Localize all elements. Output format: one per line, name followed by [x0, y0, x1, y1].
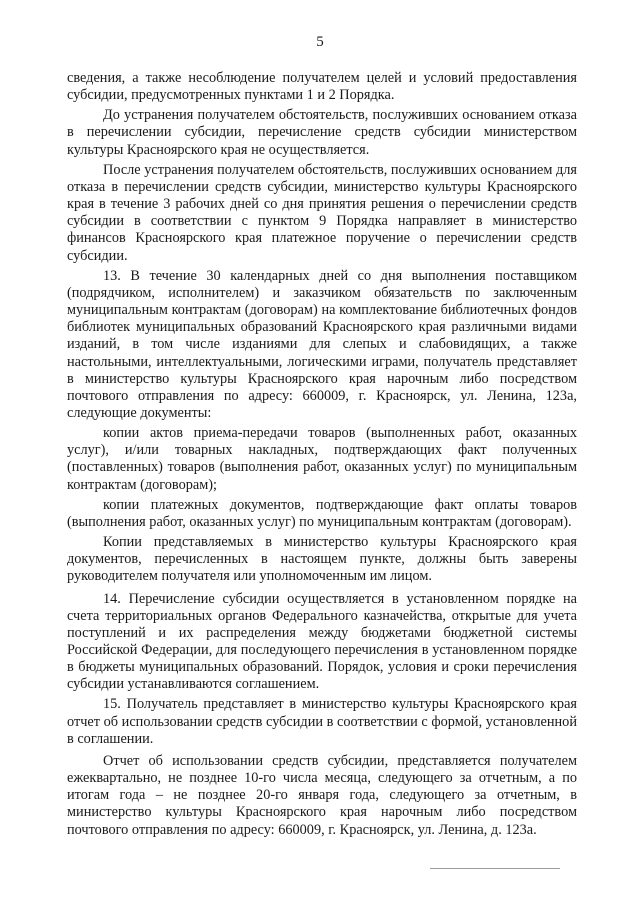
- paragraph-report: Отчет об использовании средств субсидии, представляется получателем ежеквартально, не позднее 10-го числа месяца, следующего за отчетным, а по итогам года – не позднее 20-го января года, следующего за отчетным, в министерство культуры Красноярского края нарочным либо посредством почтового отправления по адресу: 660009, г. Красноярск, ул. Ленина, д. 123а.: [67, 752, 577, 838]
- paragraph-item-14: 14. Перечисление субсидии осуществляется в установленном порядке на счета территориальных органов Федерального казначейства, открытые для учета поступлений и их распределения между бюджетами бюджетной системы Российской Федерации, для последующего перечисления в установленном порядке в бюджеты муниципальных образований. Порядок, условия и сроки перечисления субсидии устанавливаются соглашением.: [67, 590, 577, 693]
- paragraph-payment-copies: копии платежных документов, подтверждающие факт оплаты товаров (выполнения работ, оказанных услуг) по муниципальным контрактам (договорам).: [67, 496, 577, 530]
- paragraph-acts-copies: копии актов приема-передачи товаров (выполненных работ, оказанных услуг), и/или товарных накладных, подтверждающих факт полученных (поставленных) товаров (выполнения работ, оказанных услуг) по муниципальным контрактам (договорам);: [67, 425, 577, 493]
- paragraph-after-elimination: После устранения получателем обстоятельств, послуживших основанием для отказа в перечислении средств субсидии, министерство культуры Красноярского края в течение 3 рабочих дней со дня принятия решения о перечислении средств субсидии в соответствии с пунктом 9 Порядка направляет в министерство финансов Красноярского края платежное поручение о перечислении средств субсидии.: [67, 161, 577, 264]
- paragraph-certification: Копии представляемых в министерство культуры Красноярского края документов, перечисленных в настоящем пункте, должны быть заверены руководителем получателя или уполномоченным им лицом.: [67, 534, 577, 585]
- scan-artifact-line: [430, 868, 560, 869]
- paragraph-item-13: 13. В течение 30 календарных дней со дня выполнения поставщиком (подрядчиком, исполнителем) и заказчиком обязательств по заключенным муниципальным контрактам (договорам) на комплектование библиотечных фондов библиотек муниципальных образований Красноярского края различными видами изданий, в том числе изданиями для слепых и слабовидящих, а также настольными, интеллектуальными, логическими играми, получатель представляет в министерство культуры Красноярского края нарочным либо посредством почтового отправления по адресу: 660009, г. Красноярск, ул. Ленина, 123а, следующие документы:: [67, 267, 577, 421]
- page-number: 5: [316, 34, 324, 50]
- paragraph-refusal-elimination: До устранения получателем обстоятельств, послуживших основанием отказа в перечислении субсидии, перечисление средств субсидии министерством культуры Красноярского края не осуществляется.: [67, 107, 577, 158]
- paragraph-continuation: сведения, а также несоблюдение получателем целей и условий предоставления субсидии, предусмотренных пунктами 1 и 2 Порядка.: [67, 70, 577, 104]
- document-body: [67, 70, 577, 842]
- paragraph-item-15: 15. Получатель представляет в министерство культуры Красноярского края отчет об использовании средств субсидии в соответствии с формой, установленной в соглашении.: [67, 696, 577, 747]
